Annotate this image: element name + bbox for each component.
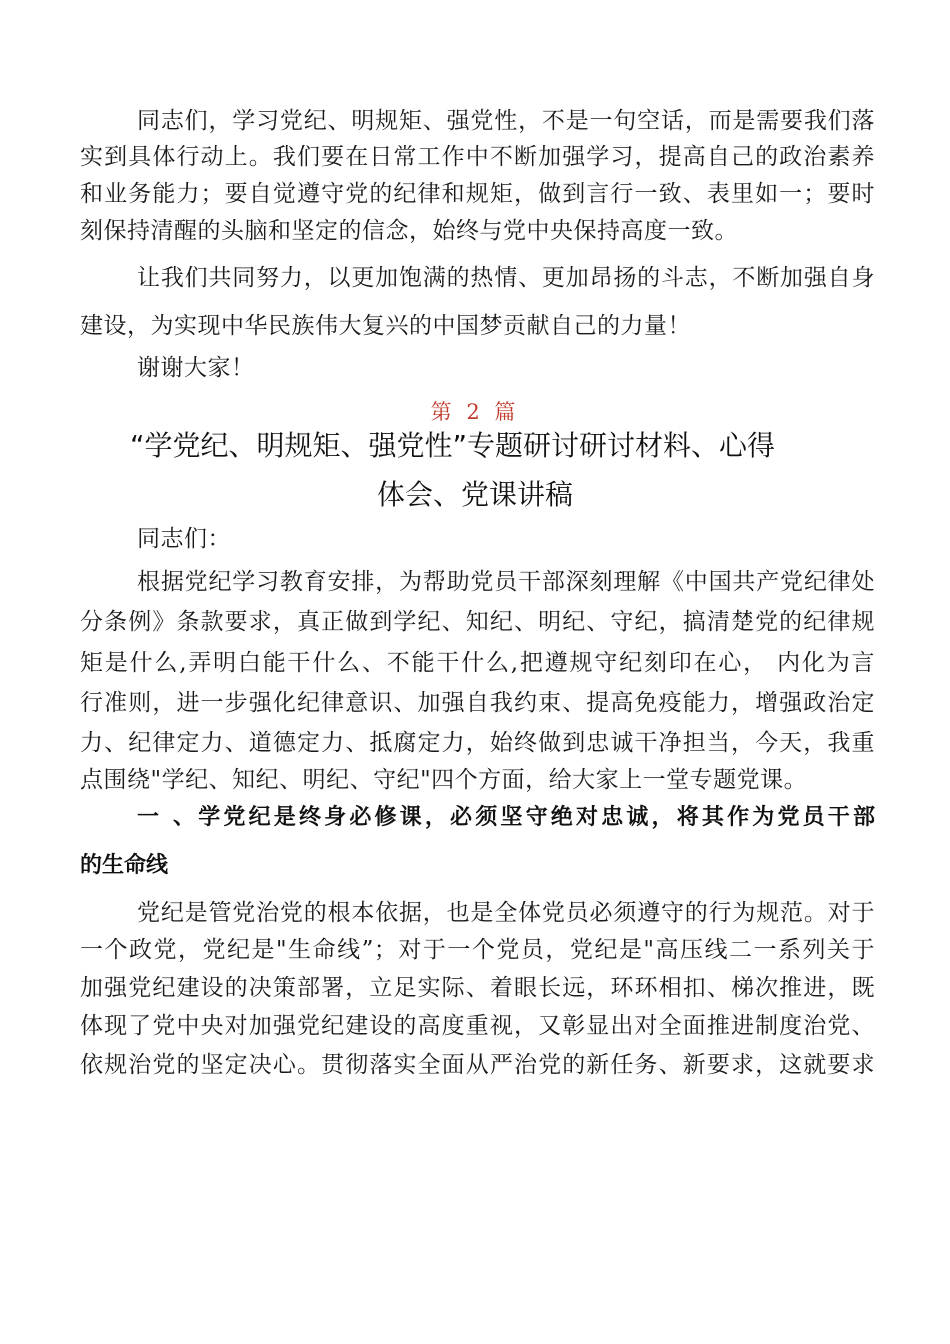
closing-line: 谢谢大家！ [137, 355, 255, 381]
section-heading-line2: 的生命线 [80, 853, 169, 878]
section-heading-line1: 一 、学党纪是终身必修课，必须坚守绝对忠诚，将其作为党员干部 [137, 805, 875, 830]
intro-line2: 分条例》条款要求，真正做到学纪、知纪、明纪、守纪，搞清楚党的纪律规 [80, 609, 875, 635]
prev-para1-line4: 刻保持清醒的头脑和坚定的信念，始终与党中央保持高度一致。 [80, 218, 738, 244]
prev-para1-line3: 和业务能力；要自觉遵守党的纪律和规矩，做到言行一致、表里如一；要时 [80, 181, 875, 207]
section-label: 第 2 篇 [430, 400, 520, 424]
intro-line3: 矩是什么,弄明白能干什么、不能干什么,把遵规守纪刻印在心， 内化为言 [80, 650, 875, 676]
prev-para2-line1: 让我们共同努力，以更加饱满的热情、更加昂扬的斗志，不断加强自身 [137, 265, 875, 291]
page-title-line1: “学党纪、明规矩、强党性”专题研讨研讨材料、心得 [130, 429, 776, 462]
prev-para1-line2: 实到具体行动上。我们要在日常工作中不断加强学习，提高自己的政治素养 [80, 144, 875, 170]
body-line1: 党纪是管党治党的根本依据，也是全体党员必须遵守的行为规范。对于 [137, 900, 875, 926]
intro-line5: 力、纪律定力、道德定力、抵腐定力，始终做到忠诚干净担当，今天，我重 [80, 730, 875, 756]
salutation: 同志们： [137, 526, 231, 552]
prev-para1-line1: 同志们，学习党纪、明规矩、强党性，不是一句空话，而是需要我们落 [137, 108, 875, 134]
body-line3: 加强党纪建设的决策部署，立足实际、着眼长远，环环相扣、梯次推进，既 [80, 975, 875, 1001]
body-line4: 体现了党中央对加强党纪建设的高度重视，又彰显出对全面推进制度治党、 [80, 1013, 875, 1039]
intro-line4: 行准则，进一步强化纪律意识、加强自我约束、提高免疫能力，增强政治定 [80, 690, 875, 716]
body-line5: 依规治党的坚定决心。贯彻落实全面从严治党的新任务、新要求，这就要求 [80, 1052, 875, 1078]
body-line2: 一个政党，党纪是"生命线”；对于一个党员，党纪是"高压线二一系列关于 [80, 937, 875, 963]
intro-line6: 点围绕"学纪、知纪、明纪、守纪"四个方面，给大家上一堂专题党课。 [80, 767, 808, 793]
prev-para2-line2: 建设，为实现中华民族伟大复兴的中国梦贡献自己的力量！ [80, 313, 691, 339]
intro-line1: 根据党纪学习教育安排，为帮助党员干部深刻理解《中国共产党纪律处 [137, 569, 875, 595]
page-title-line2: 体会、党课讲稿 [376, 478, 573, 511]
